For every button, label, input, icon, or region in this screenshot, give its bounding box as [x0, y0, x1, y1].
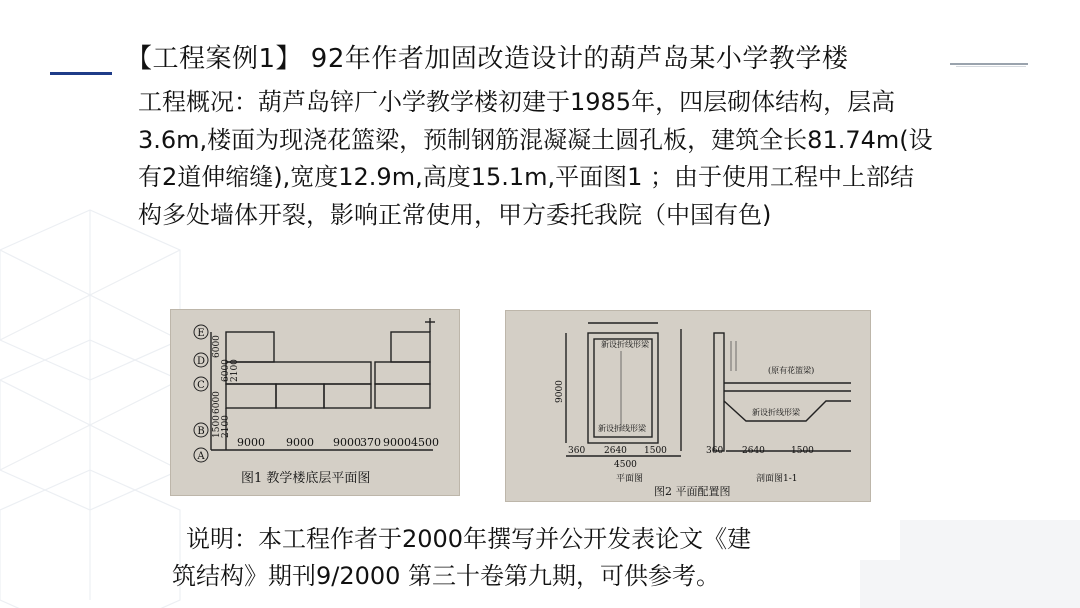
title-rule-left — [50, 72, 112, 75]
figure-1-floor-plan — [170, 309, 460, 496]
dim-plan-label: 1500 — [644, 446, 667, 456]
figure-2-caption: 图2 平面配置图 — [654, 485, 731, 498]
dim-y-label: 2100 — [221, 415, 231, 438]
axis-label: C — [197, 380, 205, 391]
dim-section-label: 2640 — [742, 446, 765, 456]
slide-body — [138, 84, 938, 234]
dim-y-label: 2100 — [230, 359, 240, 382]
dim-x-label: 4500 — [411, 436, 439, 449]
label-new-beam: 新设折线形梁 — [752, 408, 800, 417]
axis-label: A — [197, 451, 205, 462]
sub-section-label: 剖面图1-1 — [756, 474, 798, 484]
dim-height-label: 9000 — [555, 380, 565, 403]
axis-label: E — [197, 328, 205, 339]
figure-2-plan-configuration — [505, 310, 871, 502]
dim-y-label: 1500 — [212, 415, 222, 438]
explanation-note — [172, 521, 872, 595]
label-new-beam: 新设折线形梁 — [598, 424, 646, 433]
dim-section-label: 360 — [706, 446, 724, 456]
dim-x-label: 9000 — [286, 436, 314, 449]
plan-configuration-drawing — [506, 311, 870, 501]
figure-1-caption: 图1 教学楼底层平面图 — [241, 471, 371, 486]
dim-y-label: 6000 — [212, 335, 222, 358]
axis-label: D — [196, 356, 206, 367]
dim-x-label: 370 — [360, 436, 381, 449]
note-line-1: 说明：本工程作者于2000年撰写并公开发表论文《建 — [186, 525, 752, 553]
note-line-2: 筑结构》期刊9/2000 第三十卷第九期，可供参考。 — [172, 562, 721, 590]
dim-x-label: 9000 — [333, 436, 361, 449]
dim-y-label: 6000 — [212, 391, 222, 414]
label-new-beam: 新设折线形梁 — [601, 340, 649, 349]
dim-section-label: 1500 — [791, 446, 814, 456]
label-existing-beam: (原有花篮梁) — [768, 366, 815, 375]
title-rule-right — [950, 63, 1028, 65]
dim-x-label: 9000 — [383, 436, 411, 449]
sub-plan-label: 平面图 — [616, 474, 644, 484]
dim-plan-label: 4500 — [614, 460, 637, 470]
dim-plan-label: 360 — [568, 446, 586, 456]
slide-title: 【工程案例1】 92年作者加固改造设计的葫芦岛某小学教学楼 — [126, 44, 849, 74]
dim-plan-label: 2640 — [604, 446, 627, 456]
project-overview-text: 工程概况：葫芦岛锌厂小学教学楼初建于1985年，四层砌体结构，层高3.6m,楼面为现浇花篮梁，预制钢筋混凝凝土圆孔板，建筑全长81.74m(设有2道伸缩缝),宽度12.9m,高度15.1m,平面图1 ；由于使用工程中上部结构多处墙体开裂，影响正常使用，甲方委托我院（中国有色) — [138, 88, 933, 229]
title-rule-right-shadow — [956, 66, 1026, 67]
axis-label: B — [197, 426, 205, 437]
dim-x-label: 9000 — [237, 436, 265, 449]
floor-plan-drawing — [171, 310, 459, 495]
dim-y-label: 6000 — [221, 359, 231, 382]
